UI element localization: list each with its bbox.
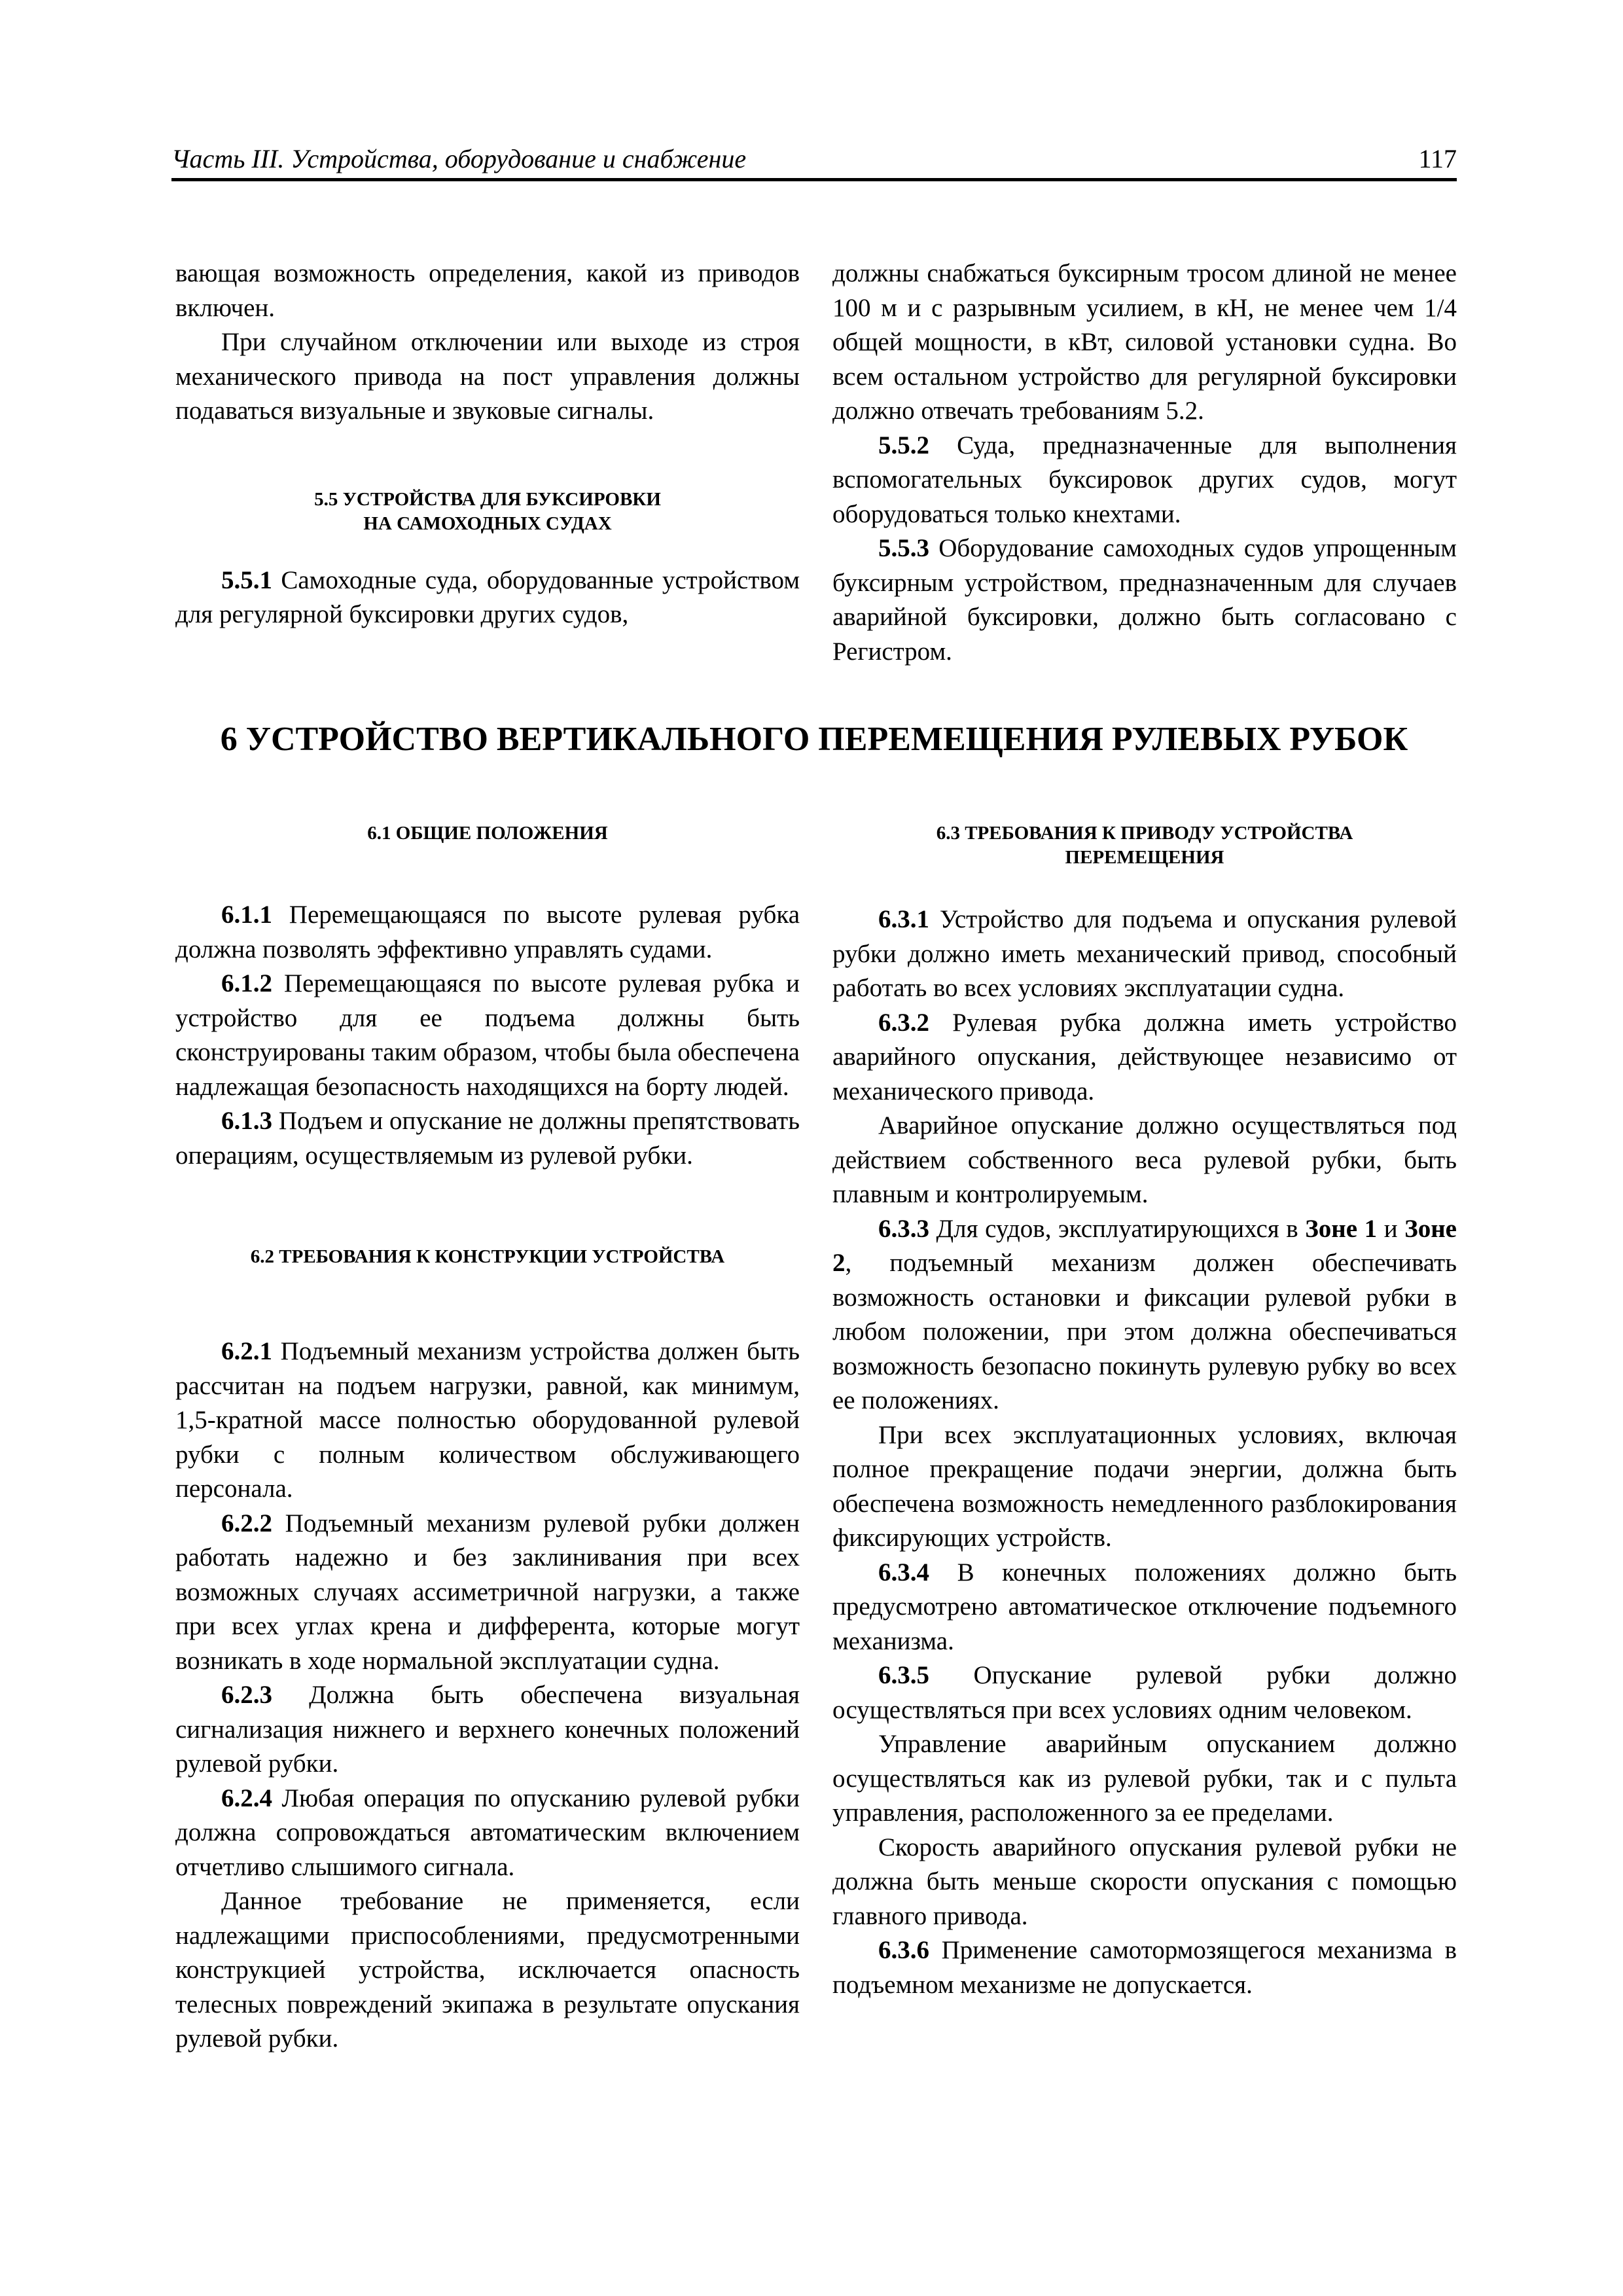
clause-number: 5.5.3 <box>878 534 929 562</box>
clause-number: 5.5.1 <box>221 565 272 594</box>
page-number: 117 <box>1418 144 1457 173</box>
clause-number: 6.1.2 <box>221 969 272 997</box>
bottom-right-column <box>832 821 1457 2002</box>
clause-number: 6.3.4 <box>878 1558 929 1587</box>
clause-number: 6.2.2 <box>221 1509 272 1537</box>
paragraph-6-2-1: 6.2.1 Подъемный механизм устройства должен быть рассчитан на подъем нагрузки, равной, как минимум, 1,5-кратной массе полностью оборудованной рулевой рубки с полным количеством обслуживающего персонала. <box>175 1337 800 1503</box>
paragraph-6-2-3: 6.2.3 Должна быть обеспечена визуальная сигнализация нижнего и верхнего конечных положений рулевой рубки. <box>175 1681 800 1778</box>
paragraph-6-3-6: 6.3.6 Применение самотормозящегося механизма в подъемном механизме не допускается. <box>832 1936 1457 1999</box>
clause-number: 5.5.2 <box>878 431 929 459</box>
bottom-left-column <box>175 821 800 2056</box>
paragraph-6-1-3: 6.1.3 Подъем и опускание не должны препятствовать операциям, осуществляемым из рулевой рубки. <box>175 1107 800 1170</box>
paragraph: Скорость аварийного опускания рулевой рубки не должна быть меньше скорости опускания с помощью главного привода. <box>832 1833 1457 1930</box>
section-heading-6-1: 6.1 ОБЩИЕ ПОЛОЖЕНИЯ <box>367 823 608 844</box>
paragraph: Аварийное опускание должно осуществляться под действием собственного веса рулевой рубки, быть плавным и контролируемым. <box>832 1111 1457 1208</box>
clause-number: 6.3.2 <box>878 1008 929 1037</box>
paragraph: вающая возможность определения, какой из приводов включен. <box>175 259 800 322</box>
paragraph-5-5-1: 5.5.1 Самоходные суда, оборудованные устройством для регулярной буксировки других судов, <box>175 565 800 628</box>
section-heading-5-5: 5.5 УСТРОЙСТВА ДЛЯ БУКСИРОВКИ НА САМОХОДНЫХ СУДАХ <box>314 488 661 534</box>
paragraph-5-5-2: 5.5.2 Суда, предназначенные для выполнения вспомогательных буксировок других судов, могут оборудоваться только кнехтами. <box>832 431 1457 528</box>
clause-number: 6.2.4 <box>221 1784 272 1812</box>
paragraph: Данное требование не применяется, если надлежащими приспособлениями, предусмотренными конструкцией устройства, исключается опасность телесных повреждений экипажа в результате опускания рулевой рубки. <box>175 1887 800 2053</box>
paragraph-6-3-3: 6.3.3 Для судов, эксплуатирующихся в Зоне 1 и Зоне 2, подъемный механизм должен обеспечивать возможность остановки и фиксации рулевой рубки в любом положении, при этом должна обеспечиваться возможность безопасно покинуть рулевую рубку во всех ее положениях. <box>832 1214 1457 1414</box>
paragraph: должны снабжаться буксирным тросом длиной не менее 100 м и с разрывным усилием, в кН, не менее чем 1/4 общей мощности, в кВт, силовой установки судна. Во всем остальном устройство для регулярной буксировки должно отвечать требованиям 5.2. <box>832 259 1457 425</box>
page-header <box>171 140 1457 181</box>
section-heading-6-2: 6.2 ТРЕБОВАНИЯ К КОНСТРУКЦИИ УСТРОЙСТВА <box>250 1246 725 1267</box>
top-left-column <box>175 257 800 632</box>
paragraph-6-1-1: 6.1.1 Перемещающаяся по высоте рулевая рубка должна позволять эффективно управлять судами. <box>175 901 800 963</box>
running-head: Часть III. Устройства, оборудование и снабжение <box>171 144 747 173</box>
chapter-title: 6 УСТРОЙСТВО ВЕРТИКАЛЬНОГО ПЕРЕМЕЩЕНИЯ РУЛЕВЫХ РУБОК <box>220 721 1408 758</box>
clause-number: 6.3.5 <box>878 1661 929 1689</box>
paragraph-6-3-4: 6.3.4 В конечных положениях должно быть предусмотрено автоматическое отключение подъемного механизма. <box>832 1558 1457 1655</box>
clause-number: 6.3.3 <box>878 1214 929 1243</box>
zone-2: Зоне 2 <box>832 1214 1457 1277</box>
clause-number: 6.3.6 <box>878 1936 929 1964</box>
clause-number: 6.2.3 <box>221 1681 272 1709</box>
paragraph-6-2-4: 6.2.4 Любая операция по опусканию рулевой рубки должна сопровождаться автоматическим включением отчетливо слышимого сигнала. <box>175 1784 800 1881</box>
clause-number: 6.3.1 <box>878 905 929 933</box>
paragraph-6-3-2: 6.3.2 Рулевая рубка должна иметь устройство аварийного опускания, действующее независимо от механического привода. <box>832 1008 1457 1105</box>
paragraph-6-3-1: 6.3.1 Устройство для подъема и опускания рулевой рубки должно иметь механический привод, способный работать во всех условиях эксплуатации судна. <box>832 905 1457 1002</box>
top-right-column <box>832 257 1457 669</box>
clause-number: 6.2.1 <box>221 1337 272 1365</box>
paragraph: При всех эксплуатационных условиях, включая полное прекращение подачи энергии, должна быть обеспечена возможность немедленного разблокирования фиксирующих устройств. <box>832 1420 1457 1552</box>
paragraph-6-3-5: 6.3.5 Опускание рулевой рубки должно осуществляться при всех условиях одним человеком. <box>832 1661 1457 1724</box>
section-heading-6-3: 6.3 ТРЕБОВАНИЯ К ПРИВОДУ УСТРОЙСТВА ПЕРЕМЕЩЕНИЯ <box>936 823 1353 868</box>
zone-1: Зоне 1 <box>1305 1214 1378 1243</box>
paragraph-5-5-3: 5.5.3 Оборудование самоходных судов упрощенным буксирным устройством, предназначенным для случаев аварийной буксировки, должно быть согласовано с Регистром. <box>832 534 1457 666</box>
paragraph: При случайном отключении или выходе из строя механического привода на пост управления должны подаваться визуальные и звуковые сигналы. <box>175 328 800 425</box>
paragraph-6-2-2: 6.2.2 Подъемный механизм рулевой рубки должен работать надежно и без заклинивания при всех возможных случаях ассиметричной нагрузки, а также при всех углах крена и дифферента, которые могут возникать в ходе нормальной эксплуатации судна. <box>175 1509 800 1675</box>
clause-number: 6.1.3 <box>221 1107 272 1135</box>
paragraph-6-1-2: 6.1.2 Перемещающаяся по высоте рулевая рубка и устройство для ее подъема должны быть сконструированы таким образом, чтобы была обеспечена надлежащая безопасность находящихся на борту людей. <box>175 969 800 1101</box>
clause-number: 6.1.1 <box>221 901 272 929</box>
paragraph: Управление аварийным опусканием должно осуществляться как из рулевой рубки, так и с пульта управления, расположенного за ее пределами. <box>832 1730 1457 1827</box>
